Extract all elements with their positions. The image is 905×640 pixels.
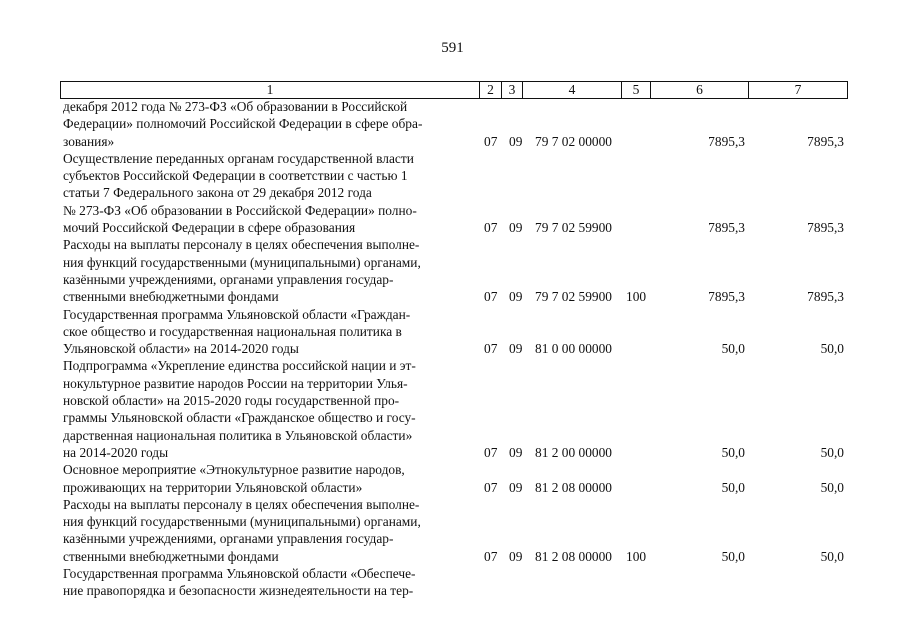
header-row xyxy=(61,82,848,99)
section-code: 07 xyxy=(484,548,498,564)
header-col-1: 1 xyxy=(61,82,480,99)
target-item-code: 81 0 00 00000 xyxy=(535,341,612,357)
description-line: Федерации» полномочий Российской Федерации в сфере обра- xyxy=(63,116,423,132)
expense-type-code: 100 xyxy=(626,548,647,564)
description-line: Осуществление переданных органам государственной власти xyxy=(63,150,414,166)
page-number: 591 xyxy=(441,40,464,56)
section-code: 07 xyxy=(484,444,498,460)
description-line: Государственная программа Ульяновской области «Граждан- xyxy=(63,306,411,322)
amount-col-7: 50,0 xyxy=(820,444,844,460)
amount-col-6: 50,0 xyxy=(721,444,745,460)
description-line: Подпрограмма «Укрепление единства российской нации и эт- xyxy=(63,358,416,374)
description-line: № 273-ФЗ «Об образовании в Российской Федерации» полно- xyxy=(63,202,417,218)
subsection-code: 09 xyxy=(509,133,523,149)
amount-col-6: 7895,3 xyxy=(708,133,745,149)
description-line: статьи 7 Федерального закона от 29 декабря 2012 года xyxy=(63,185,372,201)
section-code: 07 xyxy=(484,341,498,357)
amount-col-6: 7895,3 xyxy=(708,289,745,305)
subsection-code: 09 xyxy=(509,341,523,357)
target-item-code: 79 7 02 59900 xyxy=(535,289,612,305)
description-line: Расходы на выплаты персоналу в целях обеспечения выполне- xyxy=(63,496,420,512)
target-item-code: 81 2 00 00000 xyxy=(535,444,612,460)
description-line: ния функций государственными (муниципальными) органами, xyxy=(63,254,421,270)
amount-col-7: 50,0 xyxy=(820,341,844,357)
row-codes xyxy=(0,133,905,150)
description-line: дарственная национальная политика в Ульяновской области» xyxy=(63,427,413,443)
target-item-code: 79 7 02 00000 xyxy=(535,133,612,149)
amount-col-6: 50,0 xyxy=(721,341,745,357)
target-item-code: 81 2 08 00000 xyxy=(535,548,612,564)
header-col-6: 6 xyxy=(651,82,749,99)
description-line: Основное мероприятие «Этнокультурное развитие народов, xyxy=(63,462,405,478)
amount-col-7: 50,0 xyxy=(820,548,844,564)
description-line: на 2014-2020 годы xyxy=(63,444,169,460)
description-line: Ульяновской области» на 2014-2020 годы xyxy=(63,341,299,357)
subsection-code: 09 xyxy=(509,444,523,460)
subsection-code: 09 xyxy=(509,289,523,305)
description-line: Расходы на выплаты персоналу в целях обеспечения выполне- xyxy=(63,237,420,253)
section-code: 07 xyxy=(484,220,498,236)
target-item-code: 79 7 02 59900 xyxy=(535,220,612,236)
section-code: 07 xyxy=(484,133,498,149)
description-line: ственными внебюджетными фондами xyxy=(63,548,279,564)
table-row xyxy=(0,565,905,600)
row-codes xyxy=(0,340,905,357)
subsection-code: 09 xyxy=(509,479,523,495)
row-codes xyxy=(0,444,905,461)
description-line: казёнными учреждениями, органами управления государ- xyxy=(63,531,394,547)
row-codes xyxy=(0,548,905,565)
amount-col-7: 50,0 xyxy=(820,479,844,495)
expense-type-code: 100 xyxy=(626,289,647,305)
amount-col-7: 7895,3 xyxy=(807,220,844,236)
target-item-code: 81 2 08 00000 xyxy=(535,479,612,495)
description-line: нокультурное развитие народов России на территории Улья- xyxy=(63,375,408,391)
amount-col-6: 7895,3 xyxy=(708,220,745,236)
subsection-code: 09 xyxy=(509,220,523,236)
subsection-code: 09 xyxy=(509,548,523,564)
row-codes xyxy=(0,288,905,305)
amount-col-6: 50,0 xyxy=(721,548,745,564)
header-col-2: 2 xyxy=(480,82,502,99)
description-line: субъектов Российской Федерации в соответствии с частью 1 xyxy=(63,168,408,184)
table-row xyxy=(0,150,905,236)
description-line: проживающих на территории Ульяновской области» xyxy=(63,479,363,495)
header-col-3: 3 xyxy=(502,82,523,99)
description-line: новской области» на 2015-2020 годы государственной про- xyxy=(63,393,400,409)
header-col-5: 5 xyxy=(622,82,651,99)
section-code: 07 xyxy=(484,289,498,305)
section-code: 07 xyxy=(484,479,498,495)
amount-col-6: 50,0 xyxy=(721,479,745,495)
header-col-7: 7 xyxy=(749,82,848,99)
table-row xyxy=(0,306,905,358)
description-line: ния функций государственными (муниципальными) органами, xyxy=(63,514,421,530)
description-line: ние правопорядка и безопасности жизнедеятельности на тер- xyxy=(63,583,414,599)
table-row xyxy=(0,496,905,565)
table-body xyxy=(0,98,905,600)
table-row xyxy=(0,461,905,496)
table-row xyxy=(0,236,905,305)
description-line: граммы Ульяновской области «Гражданское общество и госу- xyxy=(63,410,416,426)
row-codes xyxy=(0,582,905,599)
table-row xyxy=(0,357,905,461)
table-row xyxy=(0,98,905,150)
description-line: мочий Российской Федерации в сфере образования xyxy=(63,220,356,236)
row-codes xyxy=(0,219,905,236)
description-line: декабря 2012 года № 273-ФЗ «Об образовании в Российской xyxy=(63,99,408,114)
amount-col-7: 7895,3 xyxy=(807,133,844,149)
description-line: ское общество и государственная национальная политика в xyxy=(63,323,402,339)
table-header xyxy=(60,81,848,99)
description-line: казёнными учреждениями, органами управления государ- xyxy=(63,271,394,287)
description-line: зования» xyxy=(63,133,115,149)
amount-col-7: 7895,3 xyxy=(807,289,844,305)
description-line: ственными внебюджетными фондами xyxy=(63,289,279,305)
header-col-4: 4 xyxy=(523,82,622,99)
description-line: Государственная программа Ульяновской области «Обеспече- xyxy=(63,566,416,582)
row-codes xyxy=(0,479,905,496)
